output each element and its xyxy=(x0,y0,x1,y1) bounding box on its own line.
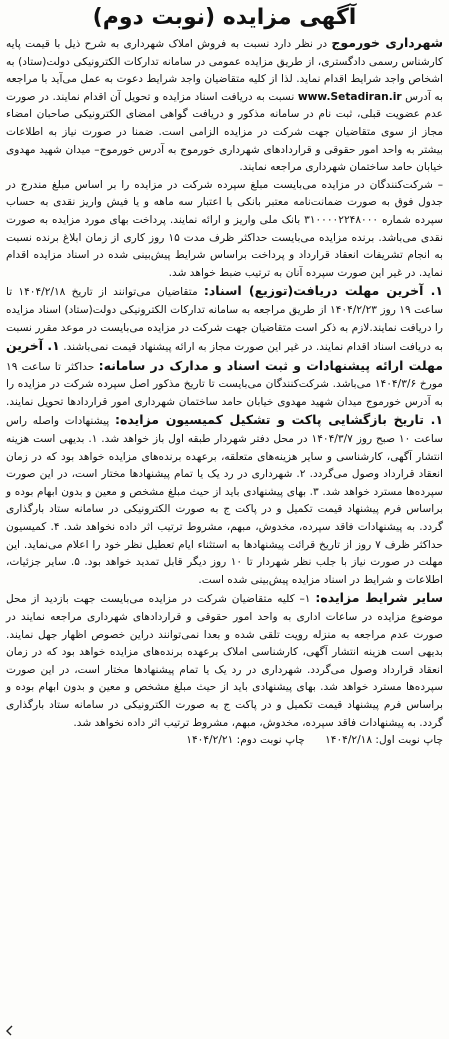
intro-text-1: در نظر دارد نسبت به فروش املاک شهرداری به شرح ذیل با قیمت پایه کارشناس رسمی دادگستری، از طریق مزایده عمومی در سامانه تدارکات الکترونیکی دولت(ستاد) به اشخاص واجد شرایط اقدام نماید. لذا از کلیه متقاضیان واجد شرایط دعوت به عمل می‌آید با مراجعه به آدرس xyxy=(6,38,443,103)
deadline-1-heading: ۱. آخرین مهلت دریافت(توزیع) اسناد: xyxy=(203,283,443,299)
other-terms-text: ۱– کلیه متقاضیان شرکت در مزایده می‌بایست جهت بازدید از محل موضوع مزایده در ساعات اداری به واحد امور حقوقی و قراردادهای شهرداری مراجعه نمایند در صورت عدم مراجعه به منزله رویت تلقی شده و بعدا نمی‌توانند دراین خصوص اظهار جهل نمایند. بدیهی است هزینه انتشار آگهی، کارشناسی املاک برعهده برنده‌های مزایده خواهد بود که در زمان انعقاد قرارداد وصول می‌گردد. شهرداری در رد یک یا تمام پیشنهادها مختار است، در این صورت سپرده‌ها مسترد خواهد شد. بهای پیشنهادی باید از حیث مبلغ مشخص و معین و بدون ابهام بوده و براساس فرم پیشنهاد قیمت تکمیل و در پاکت ج به صورت الکترونیکی در سامانه ستاد بارگذاری گردد. به پیشنهادات فاقد سپرده، مخدوش، مبهم، مشروط ترتیب اثر داده نخواهد شد. xyxy=(6,593,443,729)
intro-text-2: نسبت به دریافت اسناد مزایده و تحویل آن اقدام نمایند. در صورت عدم عضویت قبلی، ثبت نام در سامانه مذکور و دریافت گواهی امضای الکترونیکی صاحبان امضاء مجاز از سوی متقاضیان جهت شرکت در مزایده الزامی است. ضمنا در صورت نیاز به اطلاعات بیشتر به واحد امور حقوقی و قراردادهای شهرداری خورموج به آدرس خورموج– میدان شهید مهدوی خیابان حامد ساختمان شهرداری مراجعه نمایند. xyxy=(6,90,443,174)
deadline-2-heading: ۱. آخرین مهلت ارائه پیشنهادات و ثبت اسناد و مدارک در سامانه: xyxy=(6,338,443,373)
notice-body xyxy=(6,34,443,749)
deadline-3-heading: ۱. تاریخ بازگشایی پاکت و تشکیل کمیسیون مزایده: xyxy=(114,412,443,428)
deadline-1-text: متقاضیان می‌توانند از تاریخ ۱۴۰۴/۲/۱۸ تا ساعت ۱۹ روز ۱۴۰۴/۲/۲۳ از طریق مراجعه به سامانه تدارکات الکترونیکی دولت(ستاد) اسناد مزایده را دریافت نمایند.لازم به ذکر است متقاضیان جهت شرکت در مزایده می‌بایست در موعد مقرر نسبت به دریافت اسناد اقدام نمایند. در غیر این صورت مجاز به ارائه پیشنهاد قیمت نمی‌باشند. xyxy=(6,286,443,354)
first-print-date: چاپ نوبت اول: ۱۴۰۴/۲/۱۸ xyxy=(325,734,443,747)
intro-paragraph xyxy=(6,34,443,177)
second-print-date: چاپ نوبت دوم: ۱۴۰۴/۲/۲۱ xyxy=(186,734,305,747)
other-terms-heading: سایر شرایط مزایده: xyxy=(315,590,443,606)
deadline-2-text: حداکثر تا ساعت ۱۹ مورخ ۱۴۰۴/۳/۶ می‌باشد. شرکت‌کنندگان می‌بایست تا تاریخ مذکور اصل سپرده شرکت در مزایده را به آدرس خورموج میدان شهید مهدوی خیابان حامد ساختمان شهرداری امور قراردادها تحویل نمایند. xyxy=(6,360,443,408)
deadline-paragraph xyxy=(6,282,443,589)
corner-scribble-icon xyxy=(4,1025,14,1037)
deadline-3-text: پیشنهادات واصله راس ساعت ۱۰ صبح روز ۱۴۰۴/۳/۷ در محل دفتر شهردار طبقه اول باز خواهد شد. ۱. بدیهی است هزینه انتشار آگهی، کارشناسی و سایر هزینه‌های متعلقه، برعهده برنده‌های مزایده خواهد بود که در زمان انعقاد قرارداد وصول می‌گردد. ۲. شهرداری در رد یک یا تمام پیشنهادها مختار است، در این صورت سپرده‌ها مسترد خواهد شد. ۳. بهای پیشنهادی باید از حیث مبلغ مشخص و معین و بدون ابهام بوده و براساس فرم پیشنهاد قیمت تکمیل و در پاکت ج به صورت الکترونیکی در سامانه ستاد بارگذاری گردد. به پیشنهادات فاقد سپرده، مخدوش، مبهم، مشروط ترتیب اثر داده نخواهد شد. ۴. کمیسیون حداکثر ظرف ۷ روز از تاریخ قرائت پیشنهادها به استثناء ایام تعطیل نظر خود را اعلام می‌نماید. این مهلت در صورت نیاز با جلب نظر شهردار تا ۱۰ روز دیگر قابل تمدید خواهد بود. ۵. سایر جزئیات، اطلاعات و شرایط در اسناد مزایده پیش‌بینی شده است. xyxy=(6,415,444,586)
other-terms-paragraph xyxy=(6,589,443,732)
deposit-paragraph: – شرکت‌کنندگان در مزایده می‌بایست مبلغ سپرده شرکت در مزایده را بر اساس مبلغ مندرج در جدول فوق به صورت ضمانت‌نامه معتبر بانکی با اعتبار سه ماهه و یا فیش واریز نقدی به حساب سپرده شماره ۳۱۰۰۰۰۲۲۴۸۰۰۰ بانک ملی واریز و ارائه نمایند. پرداخت بهای مورد مزایده به صورت نقدی می‌باشد. برنده مزایده می‌بایست حداکثر ظرف مدت ۱۵ روز کاری از زمان ابلاغ برنده نسبت به انجام تشریفات انعقاد قرارداد و پرداخت براساس شرایط پیش‌بینی شده در اسناد مزایده اقدام نماید. در غیر این صورت سپرده آنان به ترتیب ضبط خواهد شد. xyxy=(6,178,444,279)
notice-title: آگهی مزایده (نوبت دوم) xyxy=(92,5,357,30)
municipality-name: شهرداری خورموج xyxy=(331,35,443,50)
website-link[interactable]: www.Setadiran.ir xyxy=(297,90,402,103)
print-dates xyxy=(6,732,443,749)
